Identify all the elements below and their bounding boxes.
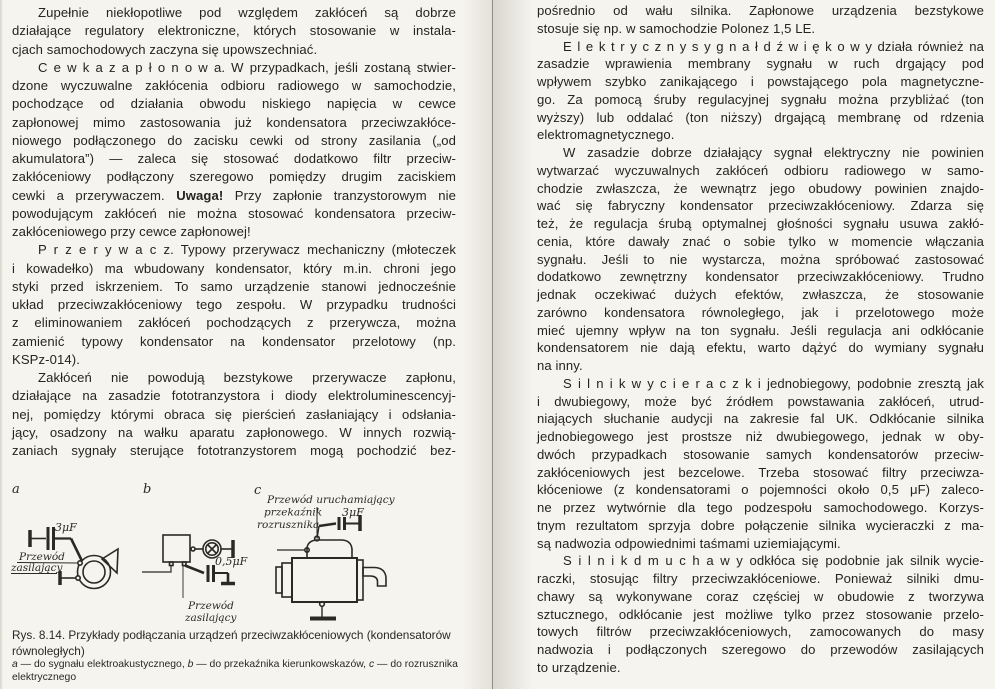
caption-title-line2: równoległych): [12, 643, 85, 658]
starter-relay-label-line1: Przewód uruchamiający: [267, 494, 395, 506]
text-line: niających słuchanie audycji na zakresie fal UK. Odkłócanie silnika: [537, 411, 984, 427]
text-line: chodzie zwłaszcza, że wewnątrz jego obudowy powinien znajdo-: [537, 180, 984, 196]
capacitor-value-label: 0,5μF: [215, 555, 248, 568]
supply-wire-label-line2: zasilający: [11, 562, 63, 574]
text-line: cewki a przerywaczem. Uwaga! Przy zapłonie tranzystorowym nie: [12, 187, 456, 203]
text-line: sygnału. Jeśli to nie wystarcza, można spróbować zastosować: [537, 251, 984, 267]
circuit-diagrams-illustration: [5, 477, 480, 629]
diagram-c-letter: c: [254, 483, 262, 498]
starter-end-cap: [282, 563, 292, 597]
text-line: dzone wyczuwalne zakłócenia odbioru radiowego w samochodzie,: [12, 78, 456, 93]
text-line: zakłóceniowych jest bezcelowe. Trzeba stosować filtry przeciwza-: [537, 464, 984, 480]
text-line: mieć ujemny wpływ na ton sygnału. Jeśli regulacja ani odkłócanie: [537, 322, 984, 338]
starter-drive-elbow: [363, 568, 386, 587]
text-line: Zakłóceń nie powodują bezstykowe przerywacze zapłonu,: [38, 370, 456, 385]
text-line: chawy są wykonywane coraz częściej w obudowie z tworzywa: [537, 588, 984, 604]
text-line: sztucznego, odkłócanie jest możliwe tylko przez stosowanie przelo-: [537, 606, 984, 622]
text-line: pośrednio od wału silnika. Zapłonowe urządzenia bezstykowe: [537, 3, 984, 18]
starter-motor-body: [292, 558, 357, 602]
capacitor-value-label: 3μF: [342, 506, 364, 519]
text-line: S i l n i k w y c i e r a c z k i jednobiegowy, podobnie zresztą jak: [563, 375, 984, 391]
caption-title-line1: Rys. 8.14. Przykłady podłączania urządzeń przeciwzakłóceniowych (kondensatorów: [12, 628, 451, 642]
horn-terminal: [76, 576, 80, 580]
text-line: elektromagnetycznego.: [537, 127, 675, 143]
text-line: cjach samochodowych zaczyna się upowszechniać.: [12, 41, 318, 57]
horn-inner-circle: [83, 561, 105, 583]
relay-box: [163, 535, 190, 562]
wire: [319, 524, 336, 527]
gutter-shadow-right: [493, 0, 533, 689]
text-line: wać się fabryczny kondensator przeciwzakłóceniowy. Zdarza się: [537, 198, 984, 214]
text-line: dwóch przypadkach stosowanie samych kondensatorów przeciw-: [537, 446, 984, 462]
diagram-b-letter: b: [143, 482, 152, 497]
text-line: raczki, stosując filtry przeciwzakłóceniowe. Ponieważ silniki dmu-: [537, 571, 984, 586]
text-line: zarówno kondensatora równoległego, jak i przelotowego może: [537, 304, 984, 320]
page-left-edge-shadow: [0, 0, 3, 689]
text-line: towych filtrów przeciwzakłóceniowych, zamocowanych do masy: [537, 624, 984, 640]
text-line: S i l n i k d m u c h a w y odkłóca się podobnie jak silnik wycie-: [563, 553, 984, 569]
text-line: jący, osadzony na wałku aparatu zapłonowego. W innych rozwią-: [12, 424, 456, 440]
text-line: kondensatorem nie dają efektu, warto dążyć do wymiany sygnału: [537, 340, 984, 356]
terminal-dot: [191, 547, 195, 551]
text-line: akumulatora”) — zaleca się stosować dodatkowo filtr przeciw-: [12, 151, 456, 166]
text-line: na inny.: [537, 358, 583, 373]
terminal-dot: [320, 602, 325, 607]
text-line: układ przeciwzakłóceniowy tego zespołu. W przypadku trudności: [12, 297, 456, 312]
text-line: zakłóceniowego przy cewce zapłonowej!: [12, 224, 251, 239]
text-line: to urządzenie.: [537, 659, 621, 675]
diagram-c: [254, 483, 396, 619]
text-line: wpływem szybko zanikającego i powstającego pola magnetyczne-: [537, 74, 984, 89]
text-line: działające na zasadzie fototranzystora i diody elektroluminescencyj-: [12, 388, 456, 404]
text-line: go. Za pomocą śruby regulacyjnej sygnału można przybliżać (ton: [537, 91, 984, 107]
text-line: C e w k a z a p ł o n o w a. W przypadkach, jeśli zostaną stwier-: [38, 59, 456, 75]
horn-terminal: [78, 561, 82, 565]
caption-sub-line2: elektrycznego: [12, 671, 77, 683]
diagram-a: [10, 482, 118, 589]
text-line: cenia, które dawały znać o sobie tylko w momencie włączania: [537, 233, 984, 249]
text-line: powodującym zakłóceń nie można stosować kondensatora przeciw-: [12, 205, 456, 221]
text-line: i kowadełko) ma wbudowany kondensator, który m.in. chroni jego: [12, 260, 456, 276]
diagram-b: [142, 482, 248, 624]
figure-caption: [12, 628, 474, 684]
capacitor-value-label: 3μF: [55, 521, 77, 534]
text-line: i dwubiegowy, może być źródłem powstawania zakłóceń, utrud-: [537, 393, 984, 409]
text-line: niowego podłączonego do zacisku cewki od strony zasilania („od: [12, 132, 456, 148]
text-line: dodatkowo zewnętrzny kondensator przeciwzakłóceniowy. Trudno: [537, 269, 984, 285]
text-line: jednobiegowego jest prostsze niż dwubiegowego, jednak w oby-: [537, 429, 984, 444]
wire: [71, 539, 82, 562]
supply-wire-label-line1: Przewód: [188, 600, 234, 612]
text-line: kłóceniowe (z kondensatorami o pojemności około 0,5 μF) zaleco-: [537, 482, 984, 498]
text-line: ne przez wytwórnie dla tego podzespołu samochodowego. Korzys-: [537, 500, 984, 515]
wire: [185, 566, 204, 574]
text-line: nej, pomiędzy którymi obraca się pierścień zasłaniający i odsłania-: [12, 406, 456, 422]
diagram-a-letter: a: [12, 482, 20, 497]
starter-relay-label-line3: rozrusznika: [257, 519, 320, 531]
text-line: zaniach sygnały sterujące fototranzystorem mogą pochodzić bez-: [12, 443, 456, 458]
text-line: działające regulatory elektroniczne, których stosowanie w instala-: [12, 23, 456, 39]
text-line: nadwozia i podłączonych szeregowo do przewodów zasilających: [537, 642, 984, 657]
text-line: Zupełnie niekłopotliwe pod względem zakłóceń są dobrze: [38, 5, 456, 20]
text-line: stosuje się np. w samochodzie Polonez 1,5 LE.: [537, 20, 816, 36]
text-line: KSPz-014).: [12, 351, 80, 367]
starter-solenoid: [307, 540, 352, 558]
starter-relay-label-line2: przekaźnik: [264, 506, 323, 519]
supply-wire-label-line2: zasilający: [185, 612, 237, 624]
text-line: zasadzie wprawienia membrany sygnału w ruch drgający pod: [537, 56, 984, 72]
text-line: P r z e r y w a c z. Typowy przerywacz mechaniczny (młoteczek: [38, 242, 456, 258]
text-line: też, że regulacja śrubą optymalnej głośności sygnału usuwa zakłó-: [537, 216, 984, 231]
text-line: wyższy) lub oddalać (ton niższy) drgającą membranę od rdzenia: [537, 109, 984, 125]
gutter-shadow-left: [462, 0, 492, 689]
caption-sub-line1: a — do sygnału elektroakustycznego, b — do przekaźnika kierunkowskazów, c — do rozrusznika: [12, 659, 458, 670]
text-line: zakłóceniowy podłączony szeregowo pomiędzy drugim zaciskiem: [12, 169, 456, 185]
text-line: tnym rezultatom sprzyja dobre połączenie silnika wycieraczki z ma-: [537, 517, 984, 533]
starter-end-cap: [276, 567, 282, 593]
text-line: zapłonowej mimo zastosowania już kondensatora przeciwzakłóce-: [12, 114, 456, 130]
text-line: wytwarzać wyczuwalnych zakłóceń odbioru radiowego w samo-: [537, 162, 984, 178]
right-column-text: [537, 2, 984, 677]
text-line: E l e k t r y c z n y s y g n a ł d ź w i ę k o w y działa również na: [563, 38, 984, 54]
wire: [142, 566, 171, 573]
text-line: styki przed iskrzeniem. To samo urządzenie stanowi jednocześnie: [12, 278, 456, 294]
figure-rys-8-14: [5, 477, 480, 629]
text-line: są nadwozia odpowiednimi taśmami uziemiającymi.: [537, 535, 841, 551]
text-line: jednak oczekiwać dużych efektów, zwłaszcza, że stosowanie: [537, 287, 984, 302]
supply-wire-label-line1: Przewód: [19, 551, 65, 563]
left-column-text: [12, 4, 456, 460]
text-line: z eliminowaniem zakłóceń pochodzących z przerywcza, można: [12, 315, 456, 331]
terminal-stub: [170, 562, 174, 566]
text-line: pochodzące od działania obwodu niskiego napięcia w cewce: [12, 96, 456, 112]
text-line: W zasadzie dobrze działający sygnał elektryczny nie powinien: [563, 145, 984, 160]
text-line: zamienić typowy kondensator na kondensator przelotowy (np.: [12, 333, 456, 349]
